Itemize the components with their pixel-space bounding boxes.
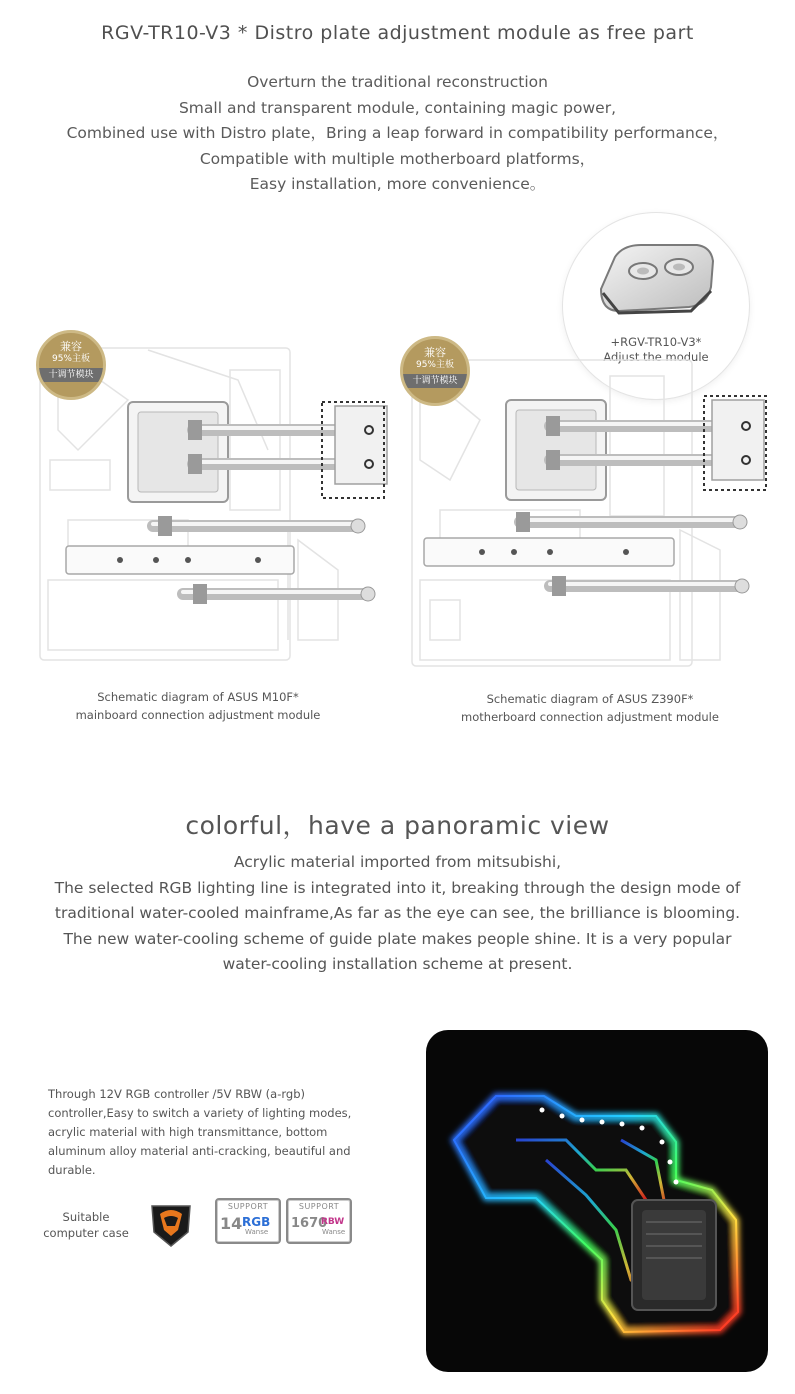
- section-paragraph: Acrylic material imported from mitsubishi, The selected RGB lighting line is integrated into it, breaking through the design mode of traditional water-cooled mainframe,As far as the eye can see, the brilliance is blooming. The new water-cooling scheme of guide plate makes people shine. It is a very popular water-cooling installation scheme at present.: [54, 853, 741, 973]
- page-title: RGV-TR10-V3 * Distro plate adjustment module as free part: [101, 22, 694, 44]
- intro-line: Easy installation, more convenience。: [249, 175, 546, 193]
- intro-line: Overturn the traditional reconstruction: [247, 73, 548, 91]
- module-callout-desc: Adjust the module: [603, 350, 709, 364]
- compatibility-badge-left: 兼容 95%主板 十调节模块: [36, 330, 106, 400]
- intro-line: Combined use with Distro plate，Bring a leap forward in compatibility performance，: [66, 124, 729, 142]
- intro-line: Small and transparent module, containing magic power,: [178, 98, 617, 117]
- suitable-label: Suitable computer case: [43, 1210, 129, 1240]
- compatibility-badge-right: 兼容 95%主板 十调节模块: [400, 336, 470, 406]
- module-callout-name: +RGV-TR10-V3*: [610, 335, 702, 349]
- adjust-module-image: [593, 231, 719, 323]
- section-heading: colorful，have a panoramic view: [185, 811, 610, 840]
- computer-case-brand-logo: [148, 1200, 194, 1248]
- support-14-rgb-badge: SUPPORT 14 RGB Wanse: [215, 1198, 281, 1244]
- feature-description: Through 12V RGB controller /5V RBW (a-rgb) controller,Easy to switch a variety of lighting modes, acrylic material with high transmittance, bottom aluminum alloy material anti-cracking, beautiful and durable.: [48, 1087, 352, 1177]
- support-1670-rbw-badge: SUPPORT 1670 RBW Wanse: [286, 1198, 352, 1244]
- rgb-distro-plate-image: [426, 1030, 768, 1372]
- rgb-mode-label: RGB: [242, 1215, 271, 1229]
- right-diagram-caption: Schematic diagram of ASUS Z390F* motherboard connection adjustment module: [461, 692, 719, 724]
- left-diagram-caption: Schematic diagram of ASUS M10F* mainboard connection adjustment module: [75, 690, 321, 722]
- intro-text: [0, 70, 795, 198]
- rbw-mode-label: RBW: [321, 1217, 345, 1227]
- intro-line: Compatible with multiple motherboard platforms，: [199, 149, 596, 168]
